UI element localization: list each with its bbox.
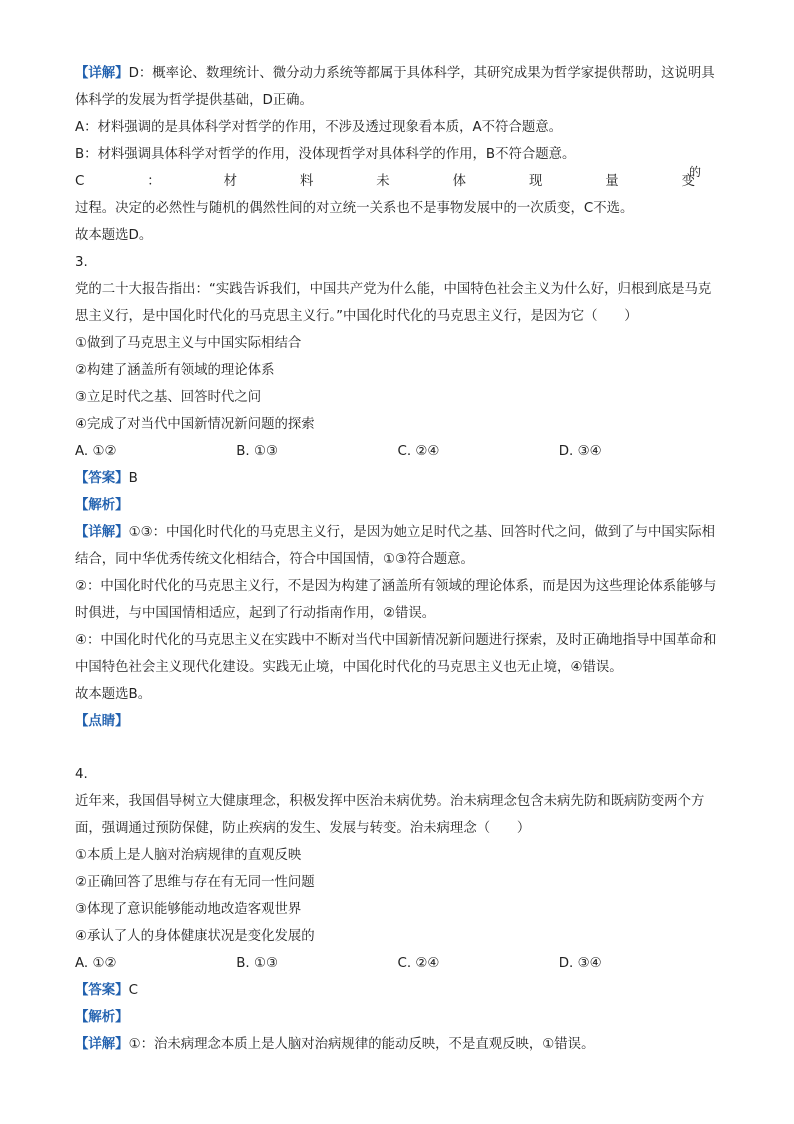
q2-option-b-analysis: B：材料强调具体科学对哲学的作用，没体现哲学对具体科学的作用，B不符合题意。 (75, 147, 576, 162)
q2-option-c-analysis: C ： 材 料 未 体 现 量 变 的 (75, 165, 701, 189)
q3-number: 3. (75, 255, 88, 270)
q4-option-b: B. ①③ (236, 956, 278, 971)
q3-option-a: A. ①② (75, 444, 117, 459)
q4-detail-1: 【详解】①：治未病理念本质上是人脑对治病规律的能动反映，不是直观反映，①错误。 (75, 1037, 595, 1052)
q4-item: ②正确回答了思维与存在有无同一性问题 (75, 875, 315, 890)
q4-option-c: C. ②④ (397, 956, 440, 971)
q3-options (75, 438, 720, 465)
q4-number: 4. (75, 767, 88, 782)
q3-item: ②构建了涵盖所有领域的理论体系 (75, 363, 275, 378)
q3-stem: 党的二十大报告指出：“实践告诉我们，中国共产党为什么能，中国特色社会主义为什么好，归根到底是马克思主义行，是中国化时代化的马克思主义行。”中国化时代化的马克思主义行，是因为它（ ） (75, 282, 712, 324)
q4-answer: 【答案】C (75, 983, 138, 998)
q3-item: ①做到了马克思主义与中国实际相结合 (75, 336, 302, 351)
q4-option-a: A. ①② (75, 956, 117, 971)
q2-option-a-analysis: A：材料强调的是具体科学对哲学的作用，不涉及透过现象看本质，A不符合题意。 (75, 120, 562, 135)
q3-dianjing-label: 【点睛】 (75, 714, 129, 729)
q4-analysis-label: 【解析】 (75, 1010, 129, 1025)
q3-option-b: B. ①③ (236, 444, 278, 459)
q4-option-d: D. ③④ (558, 956, 602, 971)
q2-conclusion: 故本题选D。 (75, 228, 153, 243)
q3-conclusion: 故本题选B。 (75, 687, 152, 702)
q3-detail-2: ②：中国化时代化的马克思主义行，不是因为构建了涵盖所有领域的理论体系，而是因为这些理论体系能够与时俱进，与中国国情相适应，起到了行动指南作用，②错误。 (75, 579, 717, 621)
q3-option-c: C. ②④ (397, 444, 440, 459)
detail-label: 【详解】 (75, 66, 129, 81)
q3-detail-1: 【详解】①③：中国化时代化的马克思主义行，是因为她立足时代之基、回答时代之问，做到了与中国实际相结合，同中华优秀传统文化相结合，符合中国国情，①③符合题意。 (75, 525, 715, 567)
q3-option-d: D. ③④ (558, 444, 602, 459)
q2-detail: 【详解】D：概率论、数理统计、微分动力系统等都属于具体科学，其研究成果为哲学家提供帮助，这说明具体科学的发展为哲学提供基础，D正确。 (75, 66, 715, 108)
spacer (75, 735, 720, 761)
q3-detail-3: ④：中国化时代化的马克思主义在实践中不断对当代中国新情况新问题进行探索，及时正确地指导中国革命和中国特色社会主义现代化建设。实践无止境，中国化时代化的马克思主义也无止境，④错误。 (75, 633, 717, 675)
q3-item: ③立足时代之基、回答时代之问 (75, 390, 262, 405)
q4-item: ③体现了意识能够能动地改造客观世界 (75, 902, 302, 917)
document-page (75, 60, 720, 1058)
q3-analysis-label: 【解析】 (75, 498, 129, 513)
q3-item: ④完成了对当代中国新情况新问题的探索 (75, 417, 315, 432)
q2-option-c-continued: 过程。决定的必然性与随机的偶然性间的对立统一关系也不是事物发展中的一次质变，C不选。 (75, 201, 634, 216)
q3-answer: 【答案】B (75, 471, 138, 486)
q4-item: ①本质上是人脑对治病规律的直观反映 (75, 848, 302, 863)
q4-stem: 近年来，我国倡导树立大健康理念，积极发挥中医治未病优势。治未病理念包含未病先防和既病防变两个方面，强调通过预防保健，防止疾病的发生、发展与转变。治未病理念（ ） (75, 794, 705, 836)
q4-item: ④承认了人的身体健康状况是变化发展的 (75, 929, 315, 944)
q4-options (75, 950, 720, 977)
